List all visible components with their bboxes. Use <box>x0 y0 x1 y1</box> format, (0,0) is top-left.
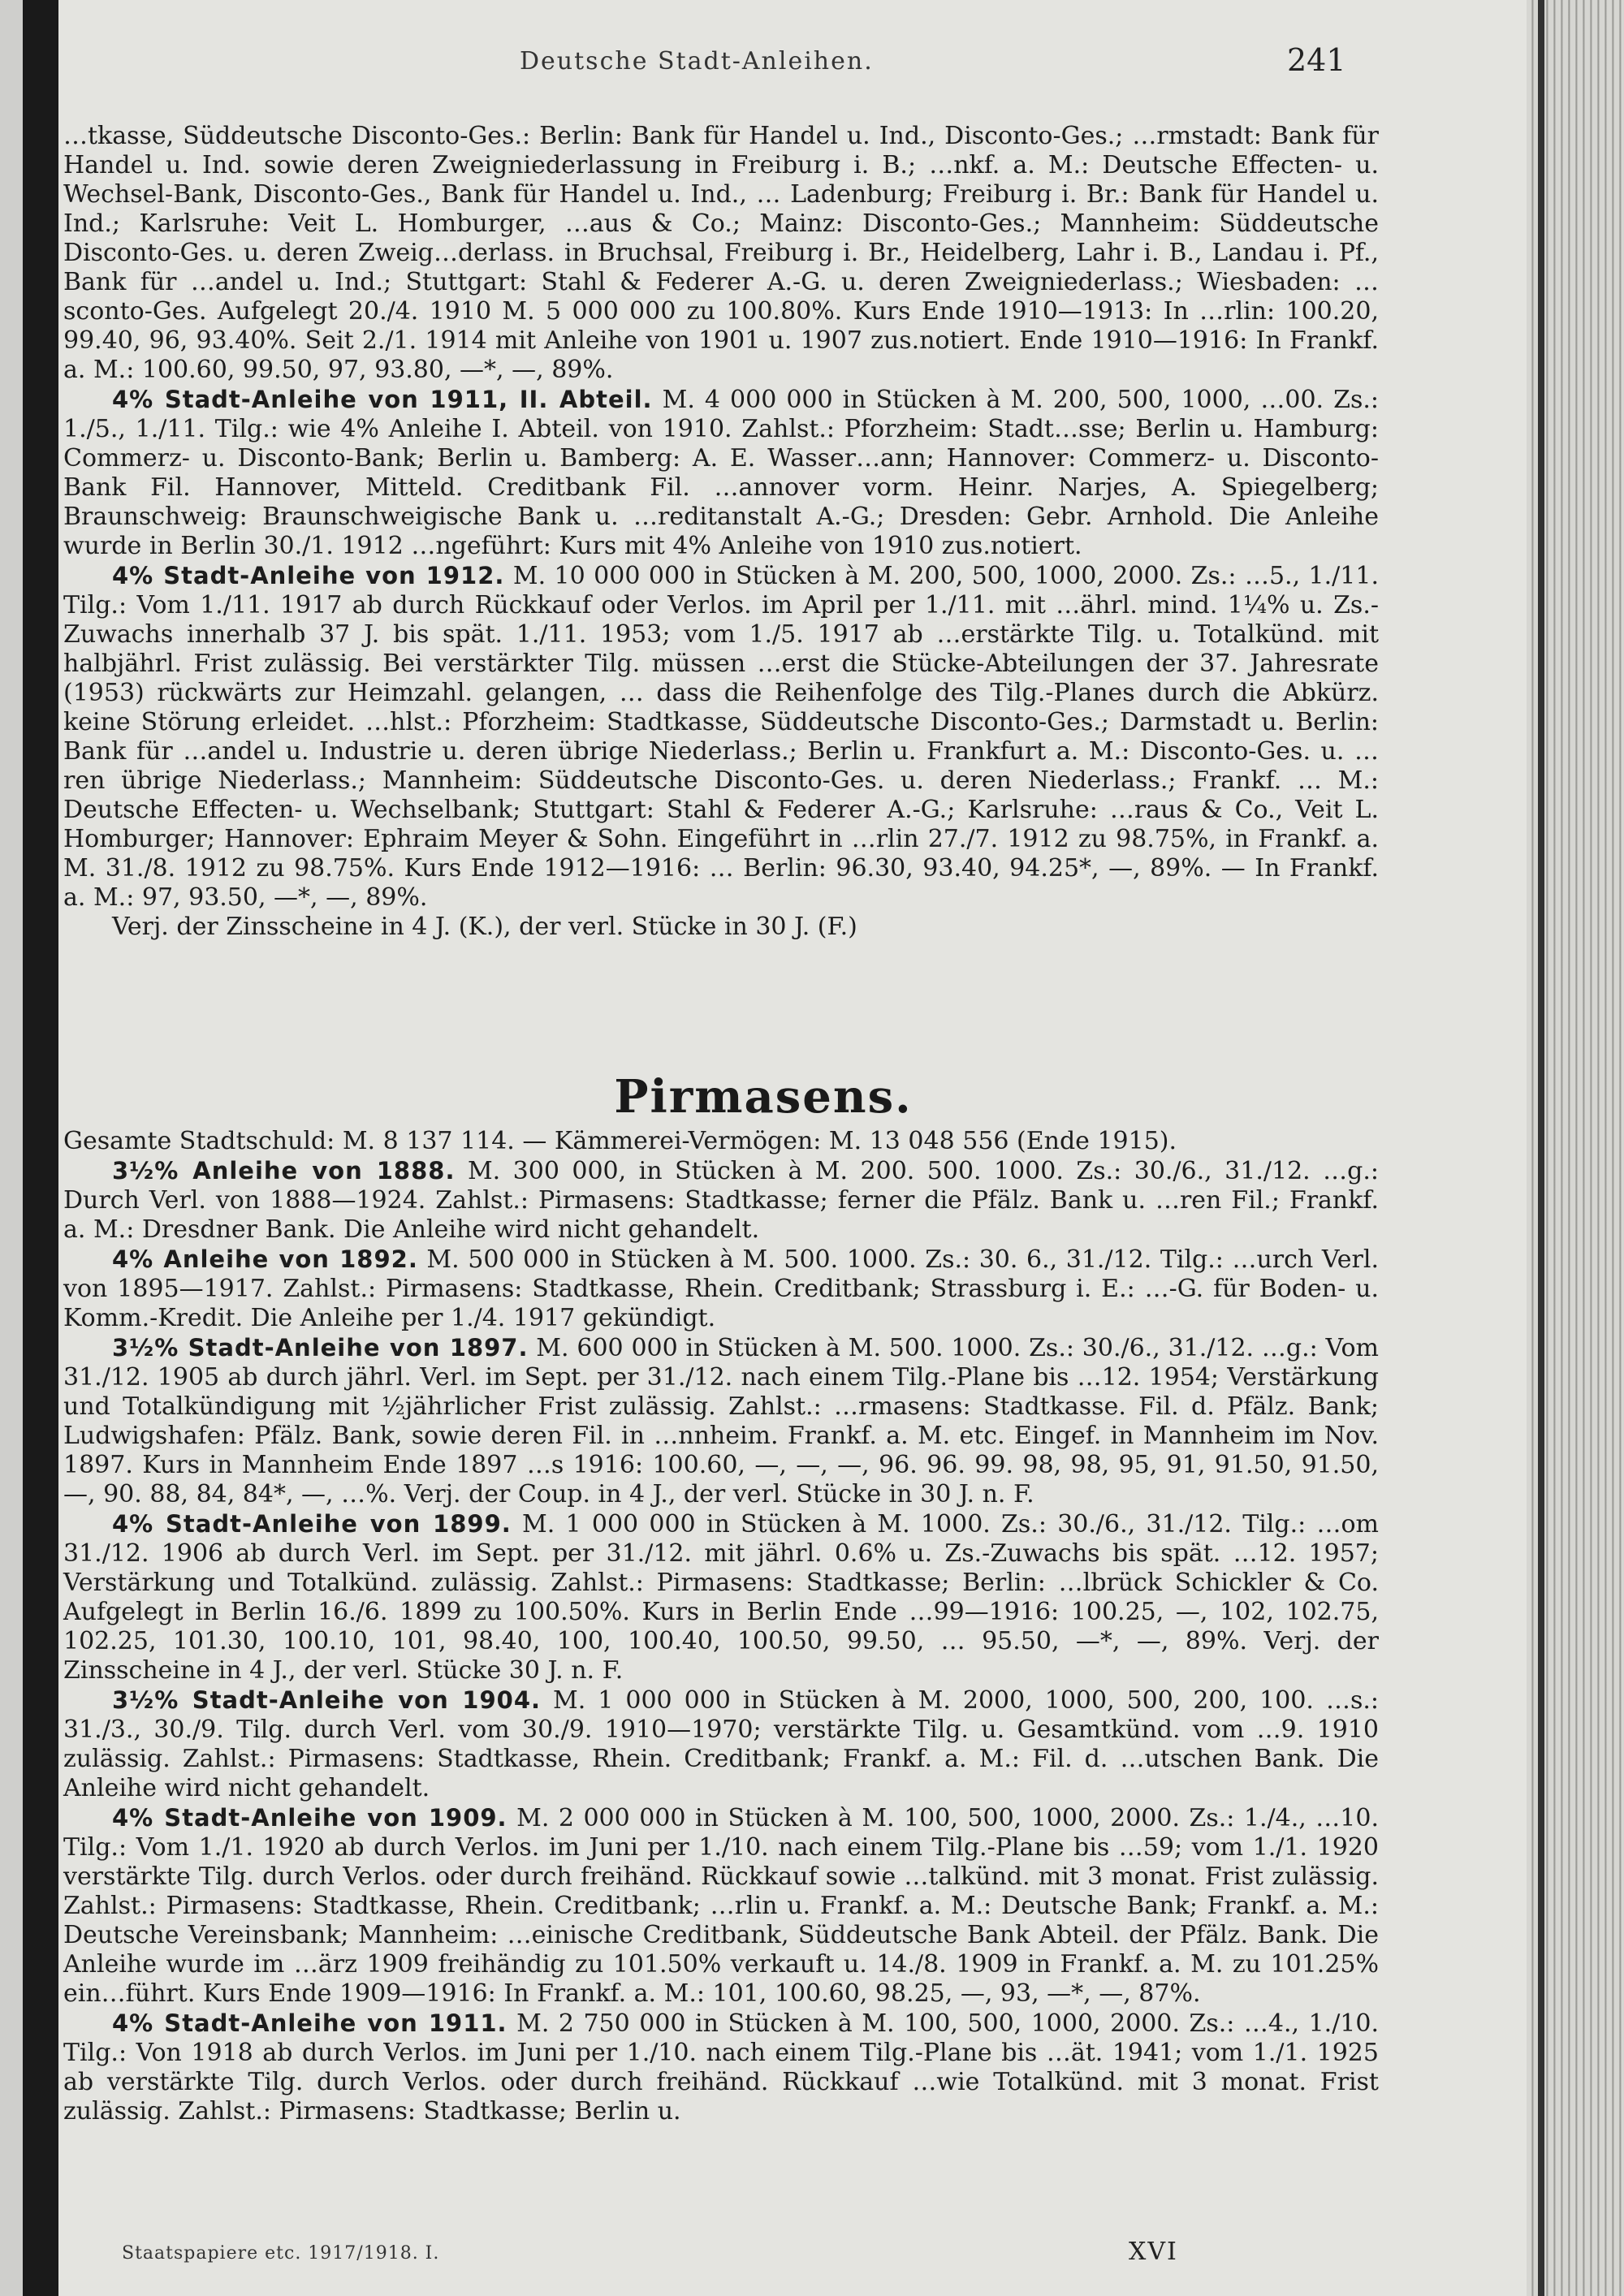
paragraph: Gesamte Stadtschuld: M. 8 137 114. — Kämmerei-Vermögen: M. 13 048 556 (Ende 1915). <box>63 1127 1177 1155</box>
loan-title: 4% Stadt-Anleihe von 1912. <box>112 562 505 589</box>
paragraph: 4% Stadt-Anleihe von 1912. M. 10 000 000 in Stücken à M. 200, 500, 1000, 2000. Zs.: …5., 1./11. Tilg.: Vom 1./11. 1917 ab durch Rückkauf oder Verlos. im April per 1./11. mit …ährl. mind. 1¼% u. Zs.-Zuwachs innerhalb 37 J. bis spät. 1./11. 1953; vom 1./5. 1917 ab …erstärkte Tilg. u. Totalkünd. mit halbjährl. Frist zulässig. Bei verstärkter Tilg. müssen …erst die Stücke-Abteilungen der 37. Jahresrate (1953) rückwärts zur Heimzahl. gelangen, … dass die Reihenfolge des Tilg.-Planes durch die Abkürz. keine Störung erleidet. …hlst.: Pforzheim: Stadtkasse, Süddeutsche Disconto-Ges.; Darmstadt u. Berlin: Bank für …andel u. Industrie u. deren übrige Niederlass.; Berlin u. Frankfurt a. M.: Disconto-Ges. u. …ren übrige Niederlass.; Mannheim: Süddeutsche Disconto-Ges. u. deren Niederlass.; Frankf. … M.: Deutsche Effecten- u. Wechselbank; Stuttgart: Stahl & Federer A.-G.; Karlsruhe: …raus & Co., Veit L. Homburger; Hannover: Ephraim Meyer & Sohn. Eingeführt in …rlin 27./7. 1912 zu 98.75%, in Frankf. a. M. 31./8. 1912 zu 98.75%. Kurs Ende 1912—1916: … Berlin: 96.30, 93.40, 94.25*, —, 89%. — In Frankf. a. M.: 97, 93.50, —*, —, 89%. <box>63 562 1379 912</box>
loan-title: 3½% Stadt-Anleihe von 1897. <box>112 1334 529 1362</box>
footer-note: Staatspapiere etc. 1917/1918. I. <box>122 2243 440 2264</box>
page-stack-edge <box>1527 0 1624 2296</box>
paragraph: …tkasse, Süddeutsche Disconto-Ges.: Berlin: Bank für Handel u. Ind., Disconto-Ges.; …rmstadt: Bank für Handel u. Ind. sowie deren Zweigniederlassung in Freiburg i. B.; …nkf. a. M.: Deutsche Effecten- u. Wechsel-Bank, Disconto-Ges., Bank für Handel u. Ind., … Ladenburg; Freiburg i. Br.: Bank für Handel u. Ind.; Karlsruhe: Veit L. Homburger, …aus & Co.; Mainz: Disconto-Ges.; Mannheim: Süddeutsche Disconto-Ges. u. deren Zweig…derlass. in Bruchsal, Freiburg i. Br., Heidelberg, Lahr i. B., Landau i. Pf., Bank für …andel u. Ind.; Stuttgart: Stahl & Federer A.-G. u. deren Zweigniederlass.; Wiesbaden: …sconto-Ges. Aufgelegt 20./4. 1910 M. 5 000 000 zu 100.80%. Kurs Ende 1910—1913: In …rlin: 100.20, 99.40, 96, 93.40%. Seit 2./1. 1914 mit Anleihe von 1901 u. 1907 zus.notiert. Ende 1910—1916: In Frankf. a. M.: 100.60, 99.50, 97, 93.80, —*, —, 89%. <box>63 122 1379 384</box>
running-head: Deutsche Stadt-Anleihen. <box>520 47 874 76</box>
loan-title: 3½% Anleihe von 1888. <box>112 1157 456 1185</box>
book-binding-shadow <box>23 0 58 2296</box>
paragraph: 3½% Stadt-Anleihe von 1904. M. 1 000 000 in Stücken à M. 2000, 1000, 500, 200, 100. …s.: 31./3., 30./9. Tilg. durch Verl. vom 30./9. 1910—1970; verstärkte Tilg. u. Gesamtkünd. vom …9. 1910 zulässig. Zahlst.: Pirmasens: Stadtkasse, Rhein. Creditbank; Frankf. a. M.: Fil. d. …utschen Bank. Die Anleihe wird nicht gehandelt. <box>63 1686 1379 1802</box>
signature-mark: XVI <box>1129 2238 1178 2266</box>
loan-title: 4% Stadt-Anleihe von 1911, II. Abteil. <box>112 386 653 413</box>
paragraph: 4% Stadt-Anleihe von 1911, II. Abteil. M. 4 000 000 in Stücken à M. 200, 500, 1000, …00. Zs.: 1./5., 1./11. Tilg.: wie 4% Anleihe I. Abteil. von 1910. Zahlst.: Pforzheim: Stadt…sse; Berlin u. Hamburg: Commerz- u. Disconto-Bank; Berlin u. Bamberg: A. E. Wasser…ann; Hannover: Commerz- u. Disconto-Bank Fil. Hannover, Mitteld. Creditbank Fil. …annover vorm. Heinr. Narjes, A. Spiegelberg; Braunschweig: Braunschweigische Bank u. …reditanstalt A.-G.; Dresden: Gebr. Arnhold. Die Anleihe wurde in Berlin 30./1. 1912 …ngeführt: Kurs mit 4% Anleihe von 1910 zus.notiert. <box>63 386 1379 560</box>
page-number: 241 <box>1287 42 1346 78</box>
loan-title: 4% Stadt-Anleihe von 1899. <box>112 1510 512 1538</box>
pirmasens-text-block <box>63 1127 1379 2126</box>
section-heading: Pirmasens. <box>614 1070 913 1124</box>
loan-title: 4% Stadt-Anleihe von 1911. <box>112 2009 508 2037</box>
paragraph: 4% Stadt-Anleihe von 1899. M. 1 000 000 in Stücken à M. 1000. Zs.: 30./6., 31./12. Tilg.: …om 31./12. 1906 ab durch Verl. im Sept. per 31./12. mit jährl. 0.6% u. Zs.-Zuwachs bis spät. …12. 1957; Verstärkung und Totalkünd. zulässig. Zahlst.: Pirmasens: Stadtkasse; Berlin: …lbrück Schickler & Co. Aufgelegt in Berlin 16./6. 1899 zu 100.50%. Kurs in Berlin Ende …99—1916: 100.25, —, 102, 102.75, 102.25, 101.30, 100.10, 101, 98.40, 100, 100.40, 100.50, 99.50, … 95.50, —*, —, 89%. Verj. der Zinsscheine in 4 J., der verl. Stücke 30 J. n. F. <box>63 1510 1379 1685</box>
paragraph: 4% Stadt-Anleihe von 1911. M. 2 750 000 in Stücken à M. 100, 500, 1000, 2000. Zs.: …4., 1./10. Tilg.: Von 1918 ab durch Verlos. im Juni per 1./10. nach einem Tilg.-Plane bis …ät. 1941; vom 1./1. 1925 ab verstärkte Tilg. durch Verlos. oder durch freihänd. Rückkauf …wie Totalkünd. mit 3 monat. Frist zulässig. Zahlst.: Pirmasens: Stadtkasse; Berlin u. <box>63 2009 1380 2126</box>
paragraph: 3½% Anleihe von 1888. M. 300 000, in Stücken à M. 200. 500. 1000. Zs.: 30./6., 31./12. …g.: Durch Verl. von 1888—1924. Zahlst.: Pirmasens: Stadtkasse; ferner die Pfälz. Bank u. …ren Fil.; Frankf. a. M.: Dresdner Bank. Die Anleihe wird nicht gehandelt. <box>63 1157 1379 1244</box>
paragraph: 4% Stadt-Anleihe von 1909. M. 2 000 000 in Stücken à M. 100, 500, 1000, 2000. Zs.: 1./4., …10. Tilg.: Vom 1./1. 1920 ab durch Verlos. im Juni per 1./10. nach einem Tilg.-Plane bis …59; vom 1./1. 1920 verstärkte Tilg. durch Verlos. oder durch freihänd. Rückkauf sowie …talkünd. mit 3 monat. Frist zulässig. Zahlst.: Pirmasens: Stadtkasse, Rhein. Creditbank; …rlin u. Frankf. a. M.: Deutsche Bank; Frankf. a. M.: Deutsche Vereinsbank; Mannheim: …einische Creditbank, Süddeutsche Bank Abteil. der Pfälz. Bank. Die Anleihe wurde im …ärz 1909 freihändig zu 101.50% verkauft u. 14./8. 1909 in Frankf. a. M. zu 101.25% ein…führt. Kurs Ende 1909—1916: In Frankf. a. M.: 101, 100.60, 98.25, —, 93, —*, —, 87%. <box>63 1804 1380 2008</box>
continued-text-block <box>63 122 1379 942</box>
loan-title: 4% Stadt-Anleihe von 1909. <box>112 1804 508 1832</box>
loan-title: 4% Anleihe von 1892. <box>112 1245 418 1273</box>
previous-page-edge <box>0 0 23 2296</box>
paragraph: 3½% Stadt-Anleihe von 1897. M. 600 000 in Stücken à M. 500. 1000. Zs.: 30./6., 31./12. …g.: Vom 31./12. 1905 ab durch jährl. Verl. im Sept. per 31./12. nach einem Tilg.-Plane bis …12. 1954; Verstärkung und Totalkündigung mit ½jährlicher Frist zulässig. Zahlst.: …rmasens: Stadtkasse. Fil. d. Pfälz. Bank; Ludwigshafen: Pfälz. Bank, sowie deren Fil. in …nnheim. Frankf. a. M. etc. Eingef. in Mannheim im Nov. 1897. Kurs in Mannheim Ende 1897 …s 1916: 100.60, —, —, —, 96. 96. 99. 98, 98, 95, 91, 91.50, 91.50, —, 90. 88, 84, 84*, —, …%. Verj. der Coup. in 4 J., der verl. Stücke in 30 J. n. F. <box>63 1334 1379 1508</box>
paragraph: Verj. der Zinsscheine in 4 J. (K.), der verl. Stücke in 30 J. (F.) <box>112 913 857 941</box>
loan-title: 3½% Stadt-Anleihe von 1904. <box>112 1686 542 1714</box>
paragraph: 4% Anleihe von 1892. M. 500 000 in Stücken à M. 500. 1000. Zs.: 30. 6., 31./12. Tilg.: …urch Verl. von 1895—1917. Zahlst.: Pirmasens: Stadtkasse, Rhein. Creditbank; Strassburg i. E.: …-G. für Boden- u. Komm.-Kredit. Die Anleihe per 1./4. 1917 gekündigt. <box>63 1245 1379 1332</box>
